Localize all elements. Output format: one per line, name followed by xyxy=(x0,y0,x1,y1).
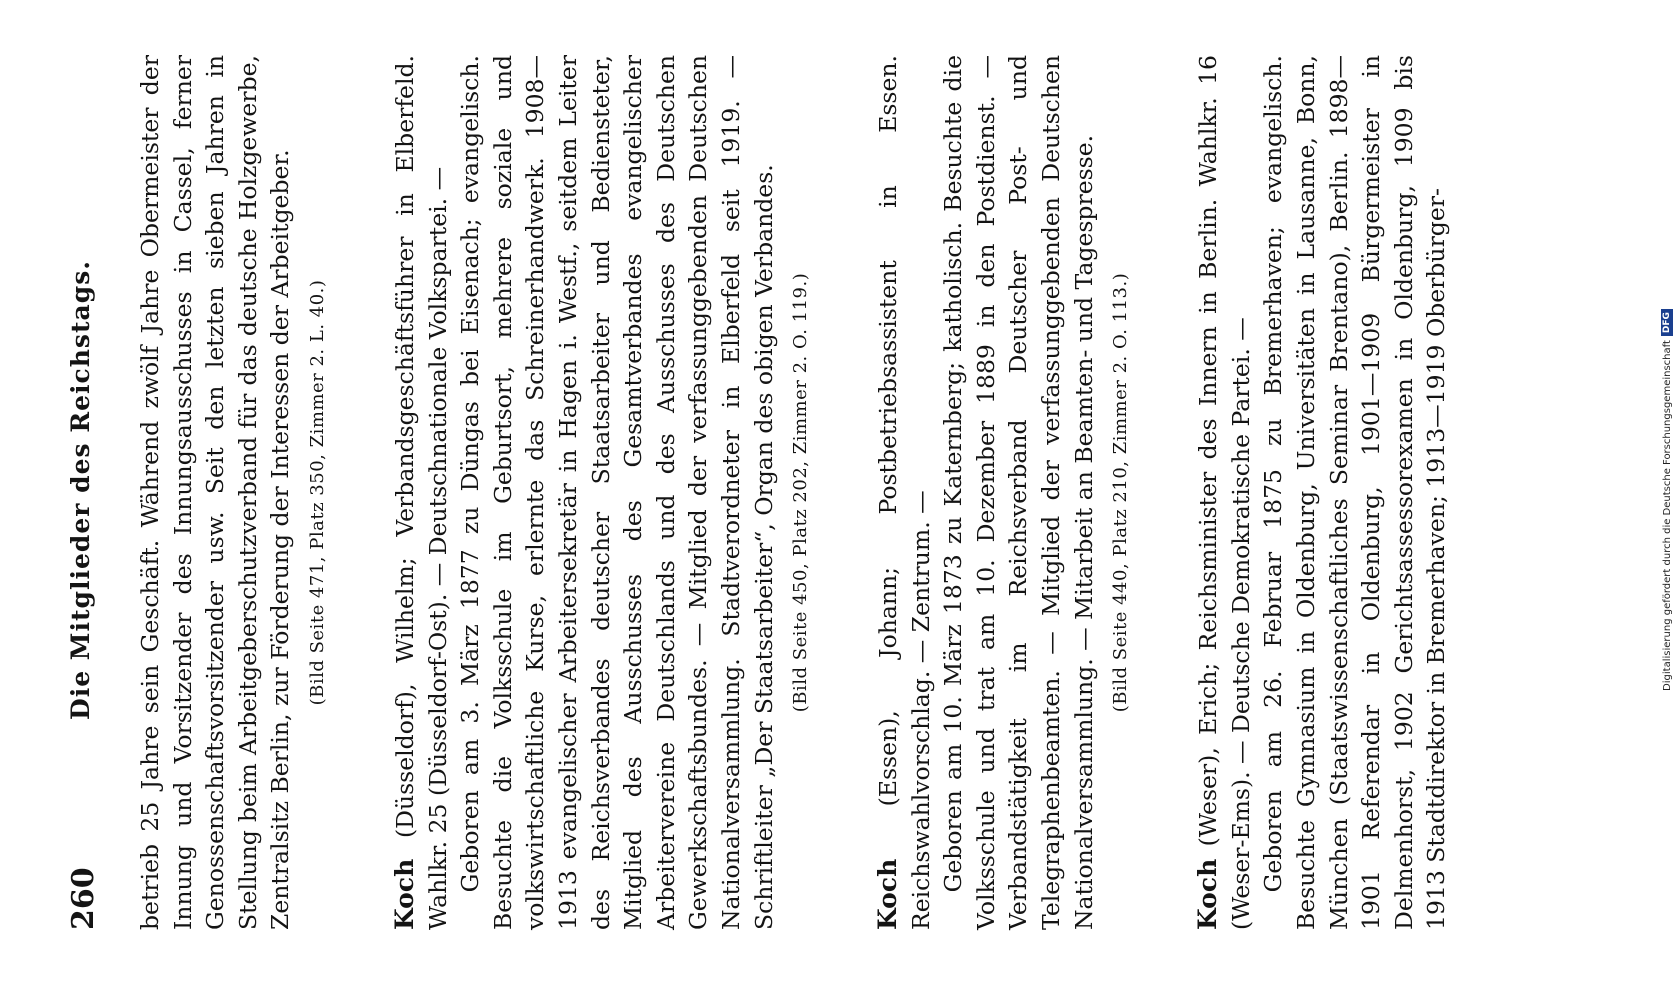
member-surname: Koch xyxy=(1193,858,1223,930)
page-content xyxy=(58,0,1673,1000)
member-details: (Düsseldorf), Wilhelm; Verbandsgeschäftsführer in Elberfeld. Wahlkr. 25 (Düsseldorf-Ost). — Deutschnationale Volkspartei. — xyxy=(390,55,452,930)
member-biography: Geboren am 10. März 1873 zu Katernberg; katholisch. Besuchte die Volksschule und trat am 10. Dezember 1889 in den Postdienst. — Verbandstätigkeit im Reichsverband Deutscher Post- und Telegraphenbeamten. — Mitglied der verfassunggebenden Deutschen Nationalversammlung. — Mitarbeit an Beamten- und Tagespresse. xyxy=(939,55,1098,930)
page-body xyxy=(134,55,1453,930)
member-entry-koch-duesseldorf xyxy=(389,55,812,930)
entry-heading xyxy=(389,55,454,930)
picture-reference: (Bild Seite 450, Platz 202, Zimmer 2. O. 119.) xyxy=(790,272,812,713)
member-surname: Koch xyxy=(873,858,903,930)
dfg-logo: DFG xyxy=(1661,309,1673,336)
continuation-text: betrieb 25 Jahre sein Geschäft. Während zwölf Jahre Obermeister der Innung und Vorsitzender des Innungsausschusses in Cassel, ferner Genossenschaftsvorsitzender usw. Seit den letzten sieben Jahren in Stellung beim Arbeitgeberschutzverband für das deutsche Holzgewerbe, Zentralsitz Berlin, zur Förderung der Interessen der Arbeitgeber. xyxy=(136,55,295,930)
running-title: Die Mitglieder des Reichstags. xyxy=(66,260,95,720)
page-header xyxy=(58,50,118,930)
member-entry-koch-weser xyxy=(1192,55,1453,930)
page-number: 260 xyxy=(66,867,101,930)
digitization-credit xyxy=(1661,0,1673,1000)
entry-heading xyxy=(872,55,937,930)
member-surname: Koch xyxy=(389,858,419,930)
entry-heading xyxy=(1192,55,1257,930)
picture-reference: (Bild Seite 440, Platz 210, Zimmer 2. O. 113.) xyxy=(1110,272,1132,713)
credit-text: Digitalisierung gefördert durch die Deutsche Forschungsgemeinschaft xyxy=(1662,340,1673,691)
member-biography: Geboren am 26. Februar 1875 zu Bremerhaven; evangelisch. Besuchte Gymnasium in Oldenburg, Universitäten in Lausanne, Bonn, München (Staatswissenschaftliches Seminar Brentano), Berlin. 1898—1901 Referendar in Oldenburg, 1901—1909 Bürgermeister in Delmenhorst, 1902 Gerichtsassessorexamen in Oldenburg, 1909 bis 1913 Stadtdirektor in Bremerhaven; 1913—1919 Oberbürger- xyxy=(1259,55,1451,930)
member-biography: Geboren am 3. März 1877 zu Düngas bei Eisenach; evangelisch. Besuchte die Volksschule im Geburtsort, mehrere soziale und volkswirtschaftliche Kurse, erlernte das Schreinerhandwerk. 1908—1913 evangelischer Arbeitersekretär in Hagen i. Westf., seitdem Leiter des Reichsverbandes deutscher Staatsarbeiter und Bediensteter, Mitglied des Ausschusses des Gesamtverbandes evangelischer Arbeitervereine Deutschlands und des Ausschusses des Deutschen Gewerkschaftsbundes. — Mitglied der verfassunggebenden Deutschen Nationalversammlung. Stadtverordneter in Elberfeld seit 1919. — Schriftleiter „Der Staatsarbeiter“, Organ des obigen Verbandes. xyxy=(456,55,778,930)
member-details: (Weser), Erich; Reichsminister des Innern in Berlin. Wahlkr. 16 (Weser-Ems). — Deutsche Demokratische Partei. — xyxy=(1194,55,1255,930)
member-details: (Essen), Johann; Postbetriebsassistent in Essen. Reichswahlvorschlag. — Zentrum. — xyxy=(874,55,935,930)
continuation-entry xyxy=(134,55,329,930)
member-entry-koch-essen xyxy=(872,55,1132,930)
picture-reference: (Bild Seite 471, Platz 350, Zimmer 2. L. 40.) xyxy=(306,279,328,706)
